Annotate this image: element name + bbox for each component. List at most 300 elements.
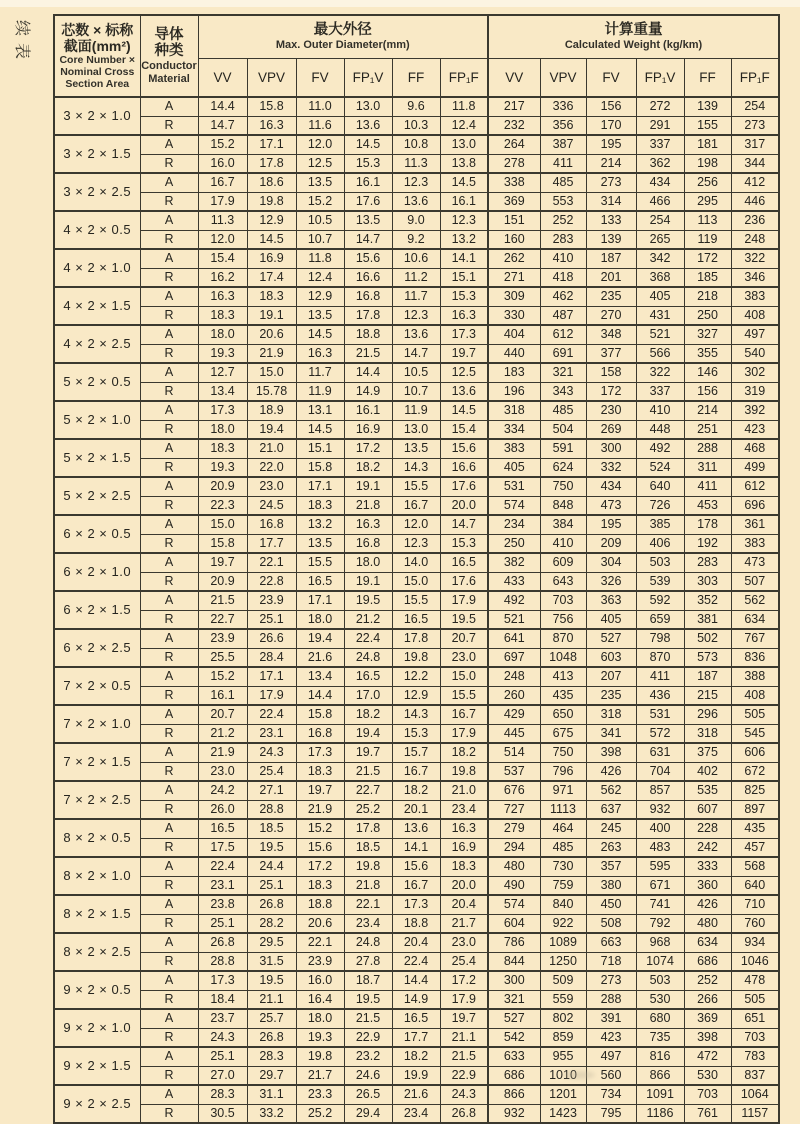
conductor-material-cell: A <box>140 325 198 344</box>
diameter-value-cell: 16.9 <box>344 420 392 439</box>
weight-value-cell: 334 <box>488 420 540 439</box>
weight-value-cell: 273 <box>586 173 636 192</box>
diameter-value-cell: 14.5 <box>247 230 296 249</box>
weight-value-cell: 311 <box>684 458 731 477</box>
diameter-value-cell: 12.5 <box>440 363 488 382</box>
diameter-value-cell: 18.3 <box>296 876 344 895</box>
diameter-value-cell: 18.9 <box>247 401 296 420</box>
weight-value-cell: 859 <box>540 1028 586 1047</box>
table-row <box>54 724 779 743</box>
diameter-value-cell: 21.5 <box>344 1009 392 1028</box>
conductor-material-cell: R <box>140 952 198 971</box>
table-row <box>54 496 779 515</box>
diameter-value-cell: 23.4 <box>344 914 392 933</box>
diameter-value-cell: 23.4 <box>392 1104 440 1123</box>
diameter-value-cell: 17.1 <box>247 667 296 686</box>
table-row <box>54 743 779 762</box>
conductor-material-cell: A <box>140 515 198 534</box>
weight-value-cell: 196 <box>488 382 540 401</box>
diameter-value-cell: 11.8 <box>296 249 344 268</box>
diameter-value-cell: 17.8 <box>247 154 296 173</box>
table-row <box>54 591 779 610</box>
weight-value-cell: 300 <box>488 971 540 990</box>
weight-value-cell: 434 <box>586 477 636 496</box>
weight-value-cell: 332 <box>586 458 636 477</box>
table-row <box>54 116 779 135</box>
weight-value-cell: 412 <box>731 173 779 192</box>
weight-value-cell: 734 <box>586 1085 636 1104</box>
diameter-value-cell: 10.7 <box>392 382 440 401</box>
weight-value-cell: 436 <box>636 686 684 705</box>
weight-value-cell: 346 <box>731 268 779 287</box>
table-row <box>54 895 779 914</box>
weight-value-cell: 251 <box>684 420 731 439</box>
diameter-value-cell: 17.9 <box>247 686 296 705</box>
diameter-value-cell: 14.7 <box>440 515 488 534</box>
weight-value-cell: 321 <box>488 990 540 1009</box>
weight-value-cell: 718 <box>586 952 636 971</box>
conductor-material-cell: R <box>140 458 198 477</box>
diameter-value-cell: 19.5 <box>440 610 488 629</box>
diameter-value-cell: 21.2 <box>344 610 392 629</box>
diameter-value-cell: 19.4 <box>247 420 296 439</box>
diameter-value-cell: 23.1 <box>198 876 247 895</box>
weight-value-cell: 279 <box>488 819 540 838</box>
weight-value-cell: 392 <box>731 401 779 420</box>
diameter-value-cell: 20.9 <box>198 572 247 591</box>
conductor-material-cell: R <box>140 990 198 1009</box>
diameter-value-cell: 15.6 <box>296 838 344 857</box>
continued-table-side-label: 续表 <box>13 20 30 67</box>
weight-value-cell: 643 <box>540 572 586 591</box>
weight-value-cell: 445 <box>488 724 540 743</box>
conductor-material-cell: A <box>140 287 198 306</box>
conductor-material-cell: A <box>140 743 198 762</box>
table-row <box>54 477 779 496</box>
weight-value-cell: 971 <box>540 781 586 800</box>
conductor-material-cell: A <box>140 401 198 420</box>
diameter-value-cell: 14.9 <box>344 382 392 401</box>
weight-value-cell: 356 <box>540 116 586 135</box>
weight-value-cell: 380 <box>586 876 636 895</box>
diameter-value-cell: 15.7 <box>392 743 440 762</box>
diameter-value-cell: 19.4 <box>344 724 392 743</box>
weight-value-cell: 270 <box>586 306 636 325</box>
diameter-value-cell: 20.6 <box>247 325 296 344</box>
diameter-value-cell: 12.0 <box>392 515 440 534</box>
core-spec-cell: 5 × 2 × 1.0 <box>54 401 140 439</box>
weight-value-cell: 466 <box>636 192 684 211</box>
diameter-value-cell: 33.2 <box>247 1104 296 1123</box>
weight-value-cell: 504 <box>540 420 586 439</box>
weight-value-cell: 185 <box>684 268 731 287</box>
diameter-value-cell: 22.9 <box>344 1028 392 1047</box>
core-spec-cell: 5 × 2 × 2.5 <box>54 477 140 515</box>
diameter-value-cell: 27.1 <box>247 781 296 800</box>
weight-value-cell: 383 <box>731 534 779 553</box>
diameter-value-cell: 17.9 <box>440 990 488 1009</box>
weight-value-cell: 837 <box>731 1066 779 1085</box>
weight-value-cell: 527 <box>586 629 636 648</box>
weight-value-cell: 735 <box>636 1028 684 1047</box>
diameter-value-cell: 18.5 <box>247 819 296 838</box>
weight-value-cell: 844 <box>488 952 540 971</box>
table-row <box>54 135 779 154</box>
core-spec-cell: 6 × 2 × 1.5 <box>54 591 140 629</box>
weight-value-cell: 560 <box>586 1066 636 1085</box>
diameter-value-cell: 23.8 <box>198 895 247 914</box>
diameter-value-cell: 16.8 <box>296 724 344 743</box>
table-row <box>54 249 779 268</box>
diameter-value-cell: 16.3 <box>198 287 247 306</box>
table-row <box>54 686 779 705</box>
diameter-value-cell: 11.3 <box>392 154 440 173</box>
table-row <box>54 1085 779 1104</box>
diameter-value-cell: 11.6 <box>296 116 344 135</box>
diameter-value-cell: 19.8 <box>440 762 488 781</box>
diameter-value-cell: 21.1 <box>247 990 296 1009</box>
weight-value-cell: 413 <box>540 667 586 686</box>
conductor-material-cell: A <box>140 249 198 268</box>
weight-value-cell: 492 <box>488 591 540 610</box>
diameter-value-cell: 9.0 <box>392 211 440 230</box>
conductor-material-cell: A <box>140 781 198 800</box>
weight-value-cell: 792 <box>636 914 684 933</box>
table-row <box>54 819 779 838</box>
weight-value-cell: 198 <box>684 154 731 173</box>
conductor-header-cn-line1: 导体 <box>154 26 184 43</box>
diameter-value-cell: 14.3 <box>392 458 440 477</box>
diameter-value-cell: 13.0 <box>440 135 488 154</box>
diameter-value-cell: 20.7 <box>440 629 488 648</box>
diameter-value-cell: 23.3 <box>296 1085 344 1104</box>
weight-value-cell: 592 <box>636 591 684 610</box>
weight-value-cell: 408 <box>731 306 779 325</box>
weight-value-cell: 514 <box>488 743 540 762</box>
diameter-value-cell: 17.2 <box>296 857 344 876</box>
diameter-value-cell: 15.5 <box>392 477 440 496</box>
table-row <box>54 952 779 971</box>
weight-value-cell: 133 <box>586 211 636 230</box>
diameter-value-cell: 10.7 <box>296 230 344 249</box>
weight-value-cell: 497 <box>731 325 779 344</box>
column-header-weight-fp1v: FP₁V <box>636 59 684 98</box>
diameter-value-cell: 24.4 <box>247 857 296 876</box>
weight-value-cell: 1010 <box>540 1066 586 1085</box>
diameter-value-cell: 14.7 <box>344 230 392 249</box>
conductor-material-cell: R <box>140 268 198 287</box>
diameter-value-cell: 26.5 <box>344 1085 392 1104</box>
table-row <box>54 363 779 382</box>
diameter-value-cell: 11.0 <box>296 97 344 116</box>
weight-value-cell: 369 <box>488 192 540 211</box>
core-spec-cell: 9 × 2 × 0.5 <box>54 971 140 1009</box>
diameter-value-cell: 17.3 <box>198 401 247 420</box>
diameter-value-cell: 13.6 <box>440 382 488 401</box>
weight-value-cell: 446 <box>731 192 779 211</box>
weight-value-cell: 1046 <box>731 952 779 971</box>
conductor-material-cell: A <box>140 819 198 838</box>
weight-value-cell: 405 <box>586 610 636 629</box>
weight-value-cell: 272 <box>636 97 684 116</box>
diameter-header-cn: 最大外径 <box>313 22 372 39</box>
weight-value-cell: 612 <box>540 325 586 344</box>
diameter-value-cell: 12.0 <box>296 135 344 154</box>
weight-value-cell: 1423 <box>540 1104 586 1123</box>
table-row <box>54 762 779 781</box>
diameter-value-cell: 15.8 <box>296 458 344 477</box>
diameter-value-cell: 11.3 <box>198 211 247 230</box>
table-row <box>54 420 779 439</box>
diameter-value-cell: 22.7 <box>344 781 392 800</box>
weight-value-cell: 710 <box>731 895 779 914</box>
weight-value-cell: 283 <box>540 230 586 249</box>
conductor-material-cell: R <box>140 724 198 743</box>
weight-value-cell: 119 <box>684 230 731 249</box>
diameter-value-cell: 17.6 <box>344 192 392 211</box>
diameter-value-cell: 15.3 <box>344 154 392 173</box>
diameter-value-cell: 22.0 <box>247 458 296 477</box>
weight-value-cell: 322 <box>636 363 684 382</box>
weight-value-cell: 524 <box>636 458 684 477</box>
weight-value-cell: 539 <box>636 572 684 591</box>
weight-value-cell: 464 <box>540 819 586 838</box>
diameter-value-cell: 18.7 <box>344 971 392 990</box>
weight-value-cell: 767 <box>731 629 779 648</box>
weight-value-cell: 218 <box>684 287 731 306</box>
diameter-value-cell: 14.5 <box>296 325 344 344</box>
diameter-value-cell: 16.5 <box>392 610 440 629</box>
weight-value-cell: 612 <box>731 477 779 496</box>
weight-value-cell: 542 <box>488 1028 540 1047</box>
conductor-material-cell: A <box>140 173 198 192</box>
weight-value-cell: 411 <box>540 154 586 173</box>
column-header-diameter-fp1v: FP₁V <box>344 59 392 98</box>
diameter-value-cell: 28.8 <box>247 800 296 819</box>
weight-value-cell: 172 <box>586 382 636 401</box>
weight-value-cell: 499 <box>731 458 779 477</box>
weight-value-cell: 1186 <box>636 1104 684 1123</box>
weight-value-cell: 369 <box>684 1009 731 1028</box>
weight-value-cell: 531 <box>488 477 540 496</box>
table-row <box>54 914 779 933</box>
diameter-value-cell: 18.0 <box>296 1009 344 1028</box>
diameter-value-cell: 14.4 <box>392 971 440 990</box>
diameter-value-cell: 22.4 <box>392 952 440 971</box>
conductor-material-cell: A <box>140 1009 198 1028</box>
diameter-value-cell: 16.5 <box>296 572 344 591</box>
diameter-value-cell: 13.6 <box>392 819 440 838</box>
weight-value-cell: 155 <box>684 116 731 135</box>
core-spec-cell: 9 × 2 × 2.5 <box>54 1085 140 1123</box>
diameter-value-cell: 10.8 <box>392 135 440 154</box>
weight-value-cell: 651 <box>731 1009 779 1028</box>
core-spec-cell: 3 × 2 × 2.5 <box>54 173 140 211</box>
weight-value-cell: 490 <box>488 876 540 895</box>
diameter-value-cell: 13.2 <box>440 230 488 249</box>
table-row <box>54 857 779 876</box>
diameter-value-cell: 12.0 <box>198 230 247 249</box>
conductor-material-cell: R <box>140 1104 198 1123</box>
diameter-value-cell: 28.4 <box>247 648 296 667</box>
conductor-material-cell: A <box>140 363 198 382</box>
weight-value-cell: 480 <box>684 914 731 933</box>
core-header-en-line2: Nominal Cross <box>60 66 135 79</box>
weight-value-cell: 377 <box>586 344 636 363</box>
diameter-value-cell: 24.5 <box>247 496 296 515</box>
weight-value-cell: 260 <box>488 686 540 705</box>
diameter-value-cell: 19.7 <box>198 553 247 572</box>
conductor-material-cell: R <box>140 800 198 819</box>
table-row <box>54 553 779 572</box>
diameter-value-cell: 18.2 <box>392 781 440 800</box>
weight-value-cell: 509 <box>540 971 586 990</box>
conductor-header-en-line2: Material <box>148 72 190 85</box>
weight-value-cell: 363 <box>586 591 636 610</box>
weight-value-cell: 530 <box>636 990 684 1009</box>
diameter-value-cell: 9.6 <box>392 97 440 116</box>
diameter-value-cell: 16.1 <box>198 686 247 705</box>
diameter-value-cell: 18.0 <box>198 325 247 344</box>
weight-value-cell: 250 <box>684 306 731 325</box>
diameter-value-cell: 24.3 <box>440 1085 488 1104</box>
weight-value-cell: 802 <box>540 1009 586 1028</box>
diameter-value-cell: 18.3 <box>296 762 344 781</box>
weight-value-cell: 825 <box>731 781 779 800</box>
weight-value-cell: 248 <box>488 667 540 686</box>
diameter-value-cell: 17.1 <box>296 477 344 496</box>
table-row <box>54 344 779 363</box>
diameter-value-cell: 24.8 <box>344 648 392 667</box>
column-header-diameter-vpv: VPV <box>247 59 296 98</box>
diameter-value-cell: 14.7 <box>392 344 440 363</box>
diameter-value-cell: 13.5 <box>296 534 344 553</box>
diameter-value-cell: 12.9 <box>392 686 440 705</box>
core-header-en-line3: Section Area <box>65 78 130 91</box>
conductor-material-cell: R <box>140 648 198 667</box>
calculated-weight-header <box>488 15 779 59</box>
weight-value-cell: 866 <box>488 1085 540 1104</box>
weight-value-cell: 341 <box>586 724 636 743</box>
conductor-material-cell: R <box>140 610 198 629</box>
diameter-value-cell: 26.6 <box>247 629 296 648</box>
diameter-value-cell: 18.2 <box>392 1047 440 1066</box>
column-header-diameter-vv: VV <box>198 59 247 98</box>
core-spec-cell: 5 × 2 × 1.5 <box>54 439 140 477</box>
diameter-value-cell: 13.8 <box>440 154 488 173</box>
diameter-value-cell: 25.4 <box>440 952 488 971</box>
core-header-cn-line1: 芯数 × 标称 <box>61 21 134 38</box>
conductor-material-cell: R <box>140 1066 198 1085</box>
table-row <box>54 458 779 477</box>
diameter-value-cell: 17.9 <box>440 591 488 610</box>
weight-value-cell: 897 <box>731 800 779 819</box>
diameter-value-cell: 15.5 <box>296 553 344 572</box>
weight-value-cell: 573 <box>684 648 731 667</box>
weight-value-cell: 487 <box>540 306 586 325</box>
weight-value-cell: 195 <box>586 515 636 534</box>
diameter-value-cell: 20.4 <box>440 895 488 914</box>
diameter-value-cell: 25.1 <box>247 876 296 895</box>
weight-value-cell: 423 <box>586 1028 636 1047</box>
core-spec-cell: 5 × 2 × 0.5 <box>54 363 140 401</box>
weight-value-cell: 562 <box>586 781 636 800</box>
diameter-value-cell: 12.9 <box>247 211 296 230</box>
diameter-value-cell: 21.5 <box>344 344 392 363</box>
weight-value-cell: 1250 <box>540 952 586 971</box>
weight-value-cell: 686 <box>488 1066 540 1085</box>
diameter-value-cell: 15.2 <box>198 135 247 154</box>
weight-value-cell: 408 <box>731 686 779 705</box>
diameter-value-cell: 14.5 <box>296 420 344 439</box>
diameter-value-cell: 16.5 <box>440 553 488 572</box>
weight-value-cell: 1201 <box>540 1085 586 1104</box>
weight-value-cell: 360 <box>684 876 731 895</box>
table-row <box>54 382 779 401</box>
conductor-material-cell: R <box>140 838 198 857</box>
diameter-value-cell: 18.2 <box>344 458 392 477</box>
weight-value-cell: 1048 <box>540 648 586 667</box>
core-spec-cell: 9 × 2 × 1.0 <box>54 1009 140 1047</box>
weight-value-cell: 431 <box>636 306 684 325</box>
weight-value-cell: 503 <box>636 553 684 572</box>
column-header-weight-vv: VV <box>488 59 540 98</box>
conductor-material-cell: R <box>140 306 198 325</box>
diameter-value-cell: 15.4 <box>440 420 488 439</box>
diameter-value-cell: 19.5 <box>344 990 392 1009</box>
core-spec-cell: 8 × 2 × 0.5 <box>54 819 140 857</box>
diameter-value-cell: 13.6 <box>344 116 392 135</box>
weight-value-cell: 303 <box>684 572 731 591</box>
conductor-material-cell: R <box>140 914 198 933</box>
weight-value-cell: 540 <box>731 344 779 363</box>
weight-value-cell: 760 <box>731 914 779 933</box>
weight-value-cell: 352 <box>684 591 731 610</box>
diameter-value-cell: 25.2 <box>344 800 392 819</box>
core-spec-cell: 9 × 2 × 1.5 <box>54 1047 140 1085</box>
weight-value-cell: 631 <box>636 743 684 762</box>
weight-value-cell: 348 <box>586 325 636 344</box>
weight-value-cell: 252 <box>684 971 731 990</box>
column-header-diameter-fv: FV <box>296 59 344 98</box>
diameter-value-cell: 18.8 <box>392 914 440 933</box>
diameter-value-cell: 17.9 <box>440 724 488 743</box>
diameter-value-cell: 13.4 <box>198 382 247 401</box>
weight-value-cell: 553 <box>540 192 586 211</box>
weight-value-cell: 485 <box>540 173 586 192</box>
weight-value-cell: 423 <box>731 420 779 439</box>
diameter-value-cell: 23.4 <box>440 800 488 819</box>
diameter-value-cell: 17.3 <box>296 743 344 762</box>
weight-value-cell: 361 <box>731 515 779 534</box>
conductor-material-cell: A <box>140 553 198 572</box>
diameter-value-cell: 21.8 <box>344 496 392 515</box>
core-spec-cell: 7 × 2 × 1.0 <box>54 705 140 743</box>
weight-value-cell: 433 <box>488 572 540 591</box>
core-spec-cell: 6 × 2 × 2.5 <box>54 629 140 667</box>
diameter-value-cell: 13.0 <box>344 97 392 116</box>
column-header-weight-vpv: VPV <box>540 59 586 98</box>
weight-value-cell: 388 <box>731 667 779 686</box>
weight-value-cell: 187 <box>586 249 636 268</box>
diameter-value-cell: 17.2 <box>440 971 488 990</box>
diameter-value-cell: 25.1 <box>247 610 296 629</box>
diameter-value-cell: 11.8 <box>440 97 488 116</box>
weight-value-cell: 318 <box>586 705 636 724</box>
conductor-material-cell: A <box>140 477 198 496</box>
group-header-row <box>54 15 779 59</box>
weight-value-cell: 521 <box>636 325 684 344</box>
